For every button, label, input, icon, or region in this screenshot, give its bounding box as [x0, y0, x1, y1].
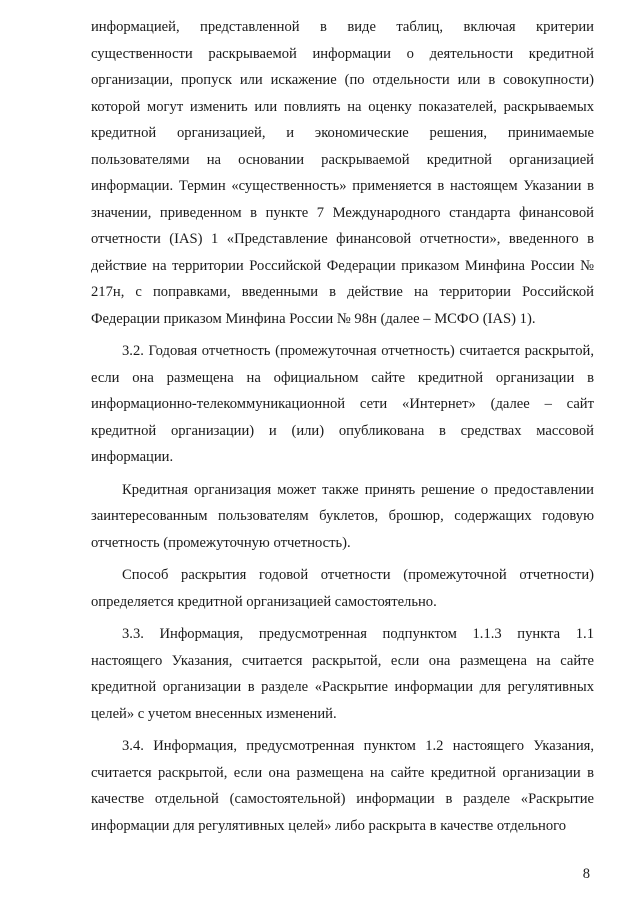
document-body	[91, 14, 594, 839]
paragraph-disclosure-method: Способ раскрытия годовой отчетности (промежуточной отчетности) определяется кредитной организацией самостоятельно.	[91, 567, 594, 610]
page-number: 8	[582, 866, 590, 882]
paragraph-booklets: Кредитная организация может также принять решение о предоставлении заинтересованным пользователям буклетов, брошюр, содержащих годовую отчетность (промежуточную отчетность).	[91, 481, 594, 551]
paragraph-3-2: 3.2. Годовая отчетность (промежуточная отчетность) считается раскрытой, если она размещена на официальном сайте кредитной организации в информационно-телекоммуникационной сети «Интернет» (далее – сайт кредитной организации) и (или) опубликована в средствах массовой информации.	[91, 343, 594, 465]
paragraph-continuation: информацией, представленной в виде таблиц, включая критерии существенности раскрываемой информации о деятельности кредитной организации, пропуск или искажение (по отдельности или в совокупности) которой могут изменить или повлиять на оценку показателей, раскрываемых кредитной организацией, и экономические решения, принимаемые пользователями на основании раскрываемой кредитной организацией информации. Термин «существенность» применяется в настоящем Указании в значении, приведенном в пункте 7 Международного стандарта финансовой отчетности (IAS) 1 «Представление финансовой отчетности», введенного в действие на территории Российской Федерации приказом Минфина России № 217н, с поправками, введенными в действие на территории Российской Федерации приказом Минфина России № 98н (далее – МСФО (IAS) 1).	[91, 19, 594, 327]
paragraph-3-3: 3.3. Информация, предусмотренная подпунктом 1.1.3 пункта 1.1 настоящего Указания, считается раскрытой, если она размещена на сайте кредитной организации в разделе «Раскрытие информации для регулятивных целей» с учетом внесенных изменений.	[91, 626, 594, 722]
paragraph-3-4: 3.4. Информация, предусмотренная пунктом 1.2 настоящего Указания, считается раскрытой, если она размещена на сайте кредитной организации в качестве отдельной (самостоятельной) информации в разделе «Раскрытие информации для регулятивных целей» либо раскрыта в качестве отдельного	[91, 738, 594, 834]
